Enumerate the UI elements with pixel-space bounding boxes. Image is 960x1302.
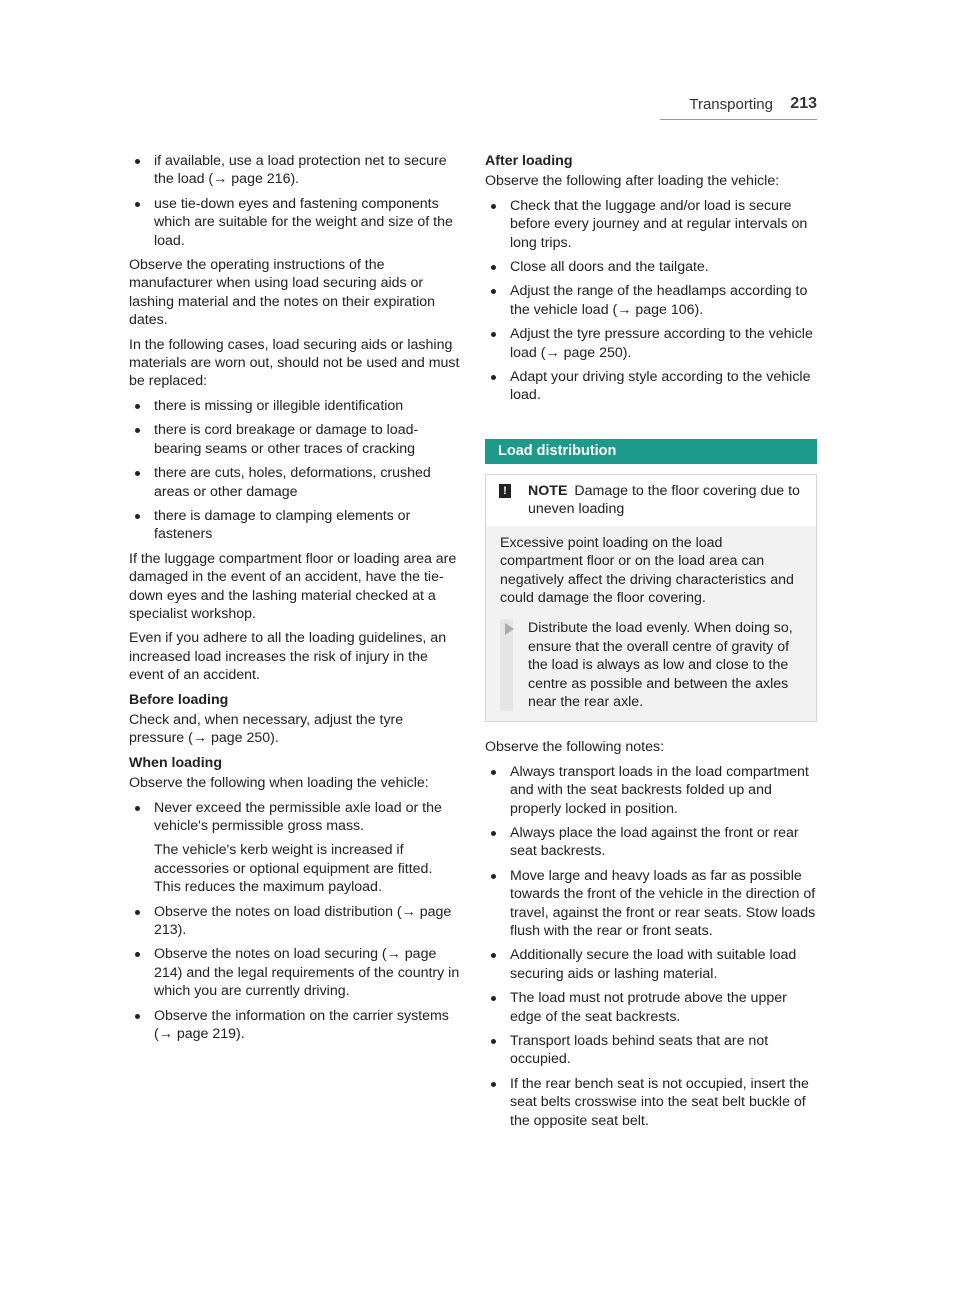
list-item: Close all doors and the tailgate. [485, 258, 817, 276]
note-action-text: Distribute the load evenly. When doing so, ensure that the overall centre of gravity of the load is always as low and close to the centre as possible and between the axles near the rear axle. [528, 620, 793, 710]
list-item: there is damage to clamping elements or fasteners [129, 507, 461, 544]
paragraph: In the following cases, load securing aids or lashing materials are worn out, should not be used and must be replaced: [129, 336, 460, 390]
paragraph: Observe the operating instructions of the manufacturer when using load securing aids or lashing material and the notes on their expiration dates. [129, 257, 436, 329]
list-item: Adjust the range of the headlamps according to the vehicle load (→ page 106). [485, 282, 817, 319]
after-loading-heading: After loading [485, 153, 573, 169]
list-item: there is missing or illegible identification [129, 397, 461, 415]
note-label: NOTE [528, 482, 568, 499]
paragraph: If the luggage compartment floor or loading area are damaged in the event of an accident, have the tie-down eyes and the lashing material checked at a specialist workshop. [129, 550, 457, 622]
list-item: Always place the load against the front or rear seat backrests. [485, 824, 817, 861]
note-body [486, 526, 816, 722]
list-item [129, 1007, 461, 1044]
when-loading-heading: When loading [129, 754, 222, 771]
notes-bullet-list [485, 763, 817, 1130]
list-item: Adjust the tyre pressure according to the vehicle load (→ page 250). [485, 325, 817, 362]
before-loading-heading: Before loading [129, 691, 229, 708]
list-item: Adapt your driving style according to the vehicle load. [485, 368, 817, 405]
left-column [129, 152, 461, 1049]
note-action [500, 619, 802, 711]
list-item-text: Never exceed the permissible axle load or the vehicle's permissible gross mass. [154, 799, 442, 834]
list-item [129, 945, 461, 1000]
list-item: Move large and heavy loads as far as possible towards the front of the vehicle in the direction of travel, against the front or rear seats. Stow loads flush with the rear or front seats. [485, 867, 817, 941]
right-column [485, 152, 817, 1136]
list-item-text: Observe the notes on load securing (→ page 214) and the legal requirements of the country in which you are currently driving. [154, 946, 460, 1000]
note-box [485, 474, 817, 722]
list-item [129, 903, 461, 940]
note-title: Damage to the floor covering due to uneven loading [528, 482, 800, 518]
list-item: if available, use a load protection net to secure the load (→ page 216). [129, 152, 461, 189]
section-title-bar: Load distribution [485, 439, 817, 464]
paragraph: Check and, when necessary, adjust the tyre pressure (→ page 250). [129, 711, 404, 747]
list-item: use tie-down eyes and fastening components which are suitable for the weight and size of the load. [129, 195, 461, 250]
after-bullet-list [485, 197, 817, 405]
note-header [486, 475, 816, 526]
intro-bullet-list [129, 152, 461, 250]
paragraph: Observe the following notes: [485, 739, 665, 756]
list-item: The load must not protrude above the upper edge of the seat backrests. [485, 989, 817, 1026]
list-item [129, 799, 461, 897]
paragraph: Observe the following when loading the vehicle: [129, 775, 429, 792]
page-number: 213 [790, 95, 817, 112]
list-item: there are cuts, holes, deformations, crushed areas or other damage [129, 464, 461, 501]
note-text: Excessive point loading on the load compartment floor or on the load area can negatively affect the driving characteristics and could damage the floor covering. [500, 534, 794, 606]
list-item: Additionally secure the load with suitable load securing aids or lashing material. [485, 946, 817, 983]
when-bullet-list [129, 799, 461, 1044]
list-item: there is cord breakage or damage to load-bearing seams or other traces of cracking [129, 421, 461, 458]
section-name: Transporting [689, 96, 773, 113]
list-item: Transport loads behind seats that are not occupied. [485, 1032, 817, 1069]
paragraph: Observe the following after loading the vehicle: [485, 173, 780, 190]
paragraph: Even if you adhere to all the loading guidelines, an increased load increases the risk of injury in the event of an accident. [129, 630, 447, 684]
warning-icon: ! [499, 484, 511, 498]
list-item-text: Observe the information on the carrier systems (→ page 219). [154, 1007, 449, 1043]
play-arrow-icon [505, 623, 514, 635]
page-header [660, 91, 817, 120]
replace-bullet-list [129, 397, 461, 544]
list-item-text: Observe the notes on load distribution (→ page 213). [154, 903, 452, 939]
list-item: Always transport loads in the load compartment and with the seat backrests folded up and properly locked in position. [485, 763, 817, 818]
list-item: Check that the luggage and/or load is secure before every journey and at regular intervals on long trips. [485, 197, 817, 252]
list-item-subtext: The vehicle's kerb weight is increased if accessories or optional equipment are fitted. This reduces the maximum payload. [154, 842, 433, 896]
list-item: If the rear bench seat is not occupied, insert the seat belts crosswise into the seat belt buckle of the opposite seat belt. [485, 1075, 817, 1130]
